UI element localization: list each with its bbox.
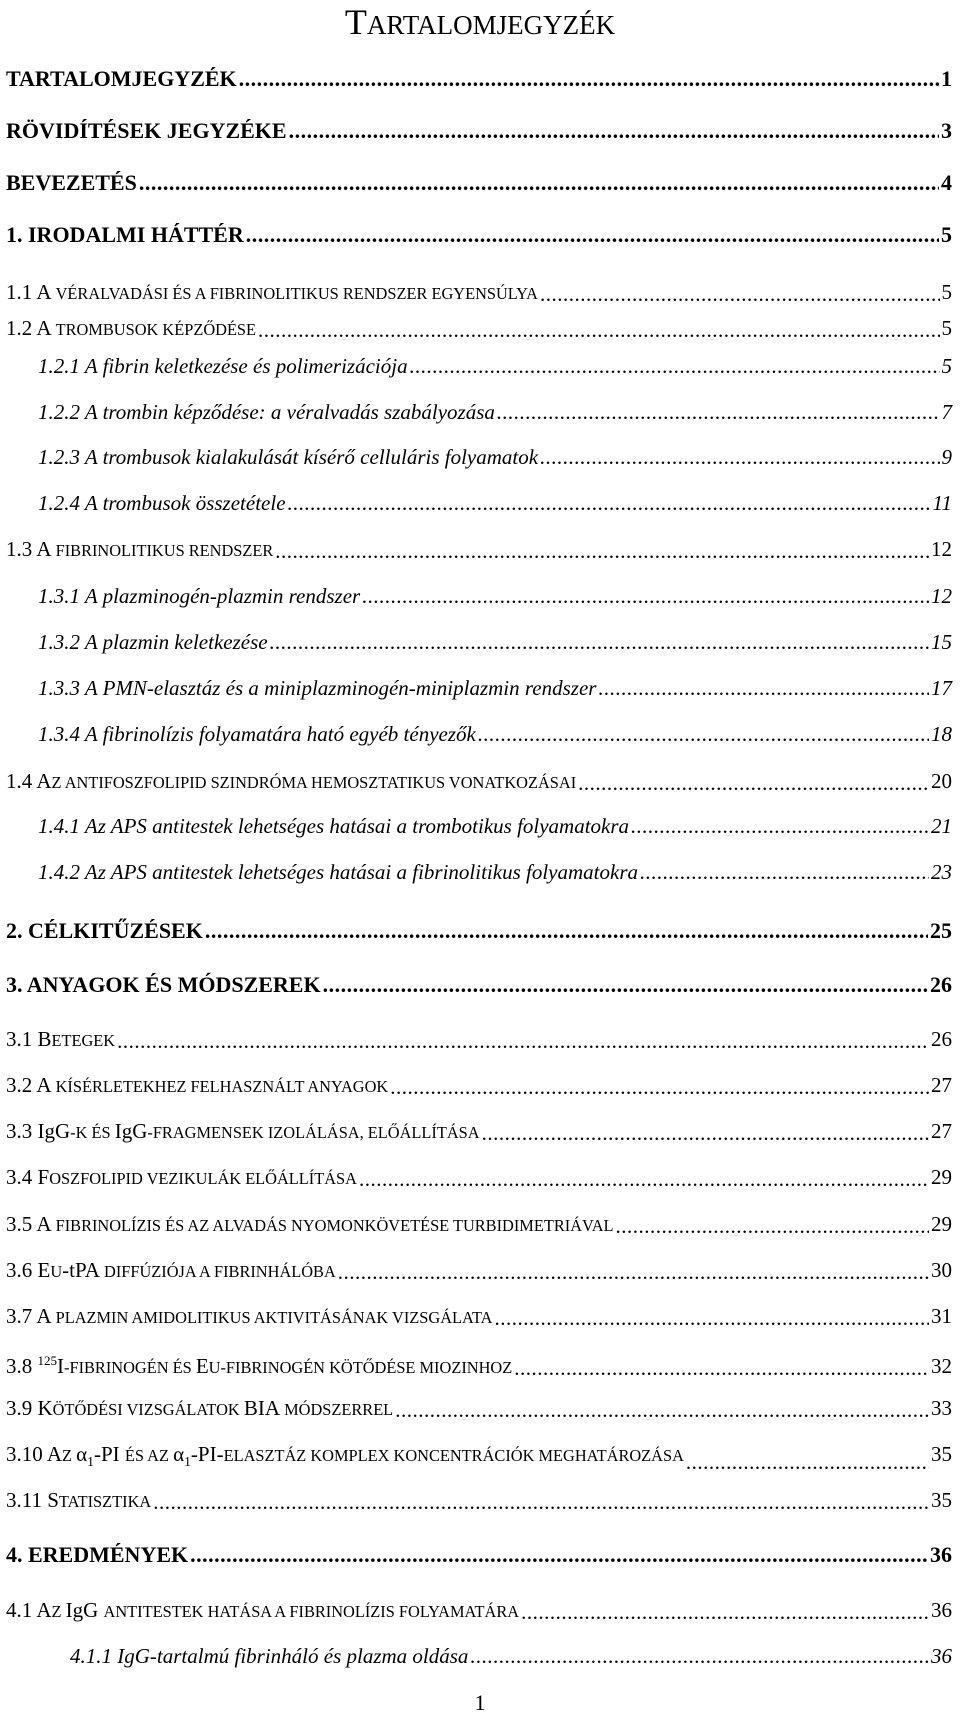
toc-entry-title: [6, 315, 256, 343]
toc-page-number: 29: [931, 1165, 952, 1189]
dot-leader: [470, 1643, 929, 1669]
toc-page-number: 15: [931, 630, 952, 654]
title-fragment: A: [46, 1442, 63, 1466]
toc-page-number: 23: [931, 860, 952, 884]
page-number: 1: [474, 1690, 486, 1715]
toc-page-number: 30: [931, 1258, 952, 1282]
toc-entry-title: 1.2.2 A trombin képződése: a véralvadás szabályozása: [38, 400, 495, 424]
toc-entry[interactable]: [38, 583, 952, 609]
toc-page-number: 25: [930, 918, 952, 943]
dot-leader: [362, 583, 929, 609]
dot-leader: [246, 222, 939, 248]
toc-entry-title: 1.2.3 A trombusok kialakulását kísérő celluláris folyamatok: [38, 445, 539, 469]
title-fragment: Z ANTIFOSZFOLIPID SZINDRÓMA HEMOSZTATIKUS VONATKOZÁSAI: [51, 773, 577, 792]
toc-entry[interactable]: [6, 1303, 952, 1331]
dot-leader: [289, 118, 939, 144]
toc-entry[interactable]: [6, 222, 952, 248]
title-fragment: -FIBRINOGÉN ÉS: [64, 1358, 196, 1377]
title-fragment: ÉS AZ: [124, 1446, 174, 1465]
dot-leader: [359, 1164, 929, 1192]
title-fragment: MÓDSZERREL: [284, 1400, 394, 1419]
dot-leader: [239, 66, 939, 92]
toc-page-number: 1: [941, 66, 952, 91]
dot-leader: [117, 1026, 929, 1054]
title-fragment: ELASZTÁZ KOMPLEX KONCENTRÁCIÓK MEGHATÁROZÁSA: [223, 1446, 684, 1465]
toc-entry[interactable]: [6, 1597, 952, 1625]
title-fragment: KÍSÉRLETEKHEZ FELHASZNÁLT ANYAGOK: [55, 1077, 389, 1096]
dot-leader: [270, 629, 929, 655]
toc-page-number: 27: [931, 1073, 952, 1097]
toc-entry-title: 1.3.1 A plazminogén-plazmin rendszer: [38, 584, 361, 608]
toc-entry-title: 4. EREDMÉNYEK: [6, 1542, 189, 1567]
dot-leader: [395, 1395, 929, 1423]
title-initial: T: [344, 2, 367, 42]
toc-entry-title: [6, 1072, 388, 1100]
toc-page-number: 18: [931, 722, 952, 746]
title-fragment: PLAZMIN AMIDOLITIKUS AKTIVITÁSÁNAK VIZSGÁLATA: [55, 1308, 493, 1327]
title-fragment: U: [50, 1262, 63, 1281]
toc-entry-title: 4.1.1 IgG-tartalmú fibrinháló és plazma oldása: [70, 1644, 469, 1668]
toc-entry[interactable]: [6, 972, 952, 998]
toc-page-number: 9: [941, 445, 952, 469]
toc-page-number: 5: [941, 222, 952, 247]
toc-entry[interactable]: [6, 1487, 952, 1515]
title-fragment: -FRAGMENSEK IZOLÁLÁSA, ELŐÁLLÍTÁSA: [147, 1123, 480, 1142]
toc-entry-title: [6, 1487, 151, 1515]
title-fragment: ANTITESTEK HATÁSA A FIBRINOLÍZIS FOLYAMATÁRA: [103, 1602, 520, 1621]
title-fragment: S: [47, 1488, 59, 1512]
section-number: 1.4: [6, 769, 33, 793]
title-fragment: DIFFÚZIÓJA A FIBRINHÁLÓBA: [104, 1262, 336, 1281]
title-fragment: U: [208, 1358, 221, 1377]
toc-entry-title: [6, 1118, 480, 1146]
dot-leader: [153, 1487, 929, 1515]
toc-page-number: 12: [931, 584, 952, 608]
toc-entry-title: BEVEZETÉS: [6, 170, 137, 195]
toc-entry[interactable]: [38, 813, 952, 839]
dot-leader: [338, 1257, 929, 1285]
toc-entry[interactable]: [38, 675, 952, 701]
title-fragment: IgG: [114, 1119, 148, 1143]
title-fragment: OSZFOLIPID VEZIKULÁK ELŐÁLLÍTÁSA: [49, 1169, 357, 1188]
toc-page-number: 35: [931, 1442, 952, 1466]
toc-entry-title: 1.3.3 A PMN-elasztáz és a miniplazminogén-miniplazmin rendszer: [38, 676, 597, 700]
toc-page-number: 4: [941, 170, 952, 195]
toc-entry[interactable]: [6, 279, 952, 307]
dot-leader: [640, 859, 929, 885]
toc-entry[interactable]: [6, 1542, 952, 1568]
section-number: 3.7: [6, 1304, 33, 1328]
toc-entry-title: 1.4.1 Az APS antitestek lehetséges hatásai a trombotikus folyamatokra: [38, 814, 630, 838]
toc-page-number: 35: [931, 1488, 952, 1512]
toc-entry[interactable]: [6, 1348, 952, 1381]
toc-entry-title: RÖVIDÍTÉSEK JEGYZÉKE: [6, 118, 287, 143]
dot-leader: [323, 972, 928, 998]
toc-entry-title: 1.2.1 A fibrin keletkezése és polimerizációja: [38, 354, 408, 378]
dot-leader: [540, 444, 939, 470]
title-fragment: B: [37, 1027, 52, 1051]
dot-leader: [478, 721, 929, 747]
toc-entry-title: [6, 1257, 336, 1285]
toc-entry-title: [6, 1395, 393, 1423]
toc-entry-title: [6, 1597, 519, 1625]
isotope-superscript: 125: [37, 1353, 58, 1368]
section-number: 1.2: [6, 316, 33, 340]
dot-leader: [288, 490, 931, 516]
toc-entry[interactable]: [6, 118, 952, 144]
toc-entry[interactable]: [6, 1441, 952, 1475]
toc-entry[interactable]: [38, 859, 952, 885]
title-fragment: -FIBRINOGÉN KÖTŐDÉSE MIOZINHOZ: [220, 1358, 513, 1377]
toc-entry-title: [6, 1211, 614, 1239]
toc-page-number: 11: [932, 491, 952, 515]
dot-leader: [190, 1542, 928, 1568]
toc-entry[interactable]: [38, 353, 952, 379]
dot-leader: [410, 353, 940, 379]
section-number: 3.4: [6, 1165, 33, 1189]
title-fragment: -PI: [93, 1442, 125, 1466]
section-number: 3.6: [6, 1258, 33, 1282]
title-fragment: A: [36, 1212, 56, 1236]
toc-entry-title: [6, 1164, 357, 1192]
section-number: 3.1: [6, 1027, 33, 1051]
title-fragment: A: [36, 537, 56, 561]
subscript-text: 1: [87, 1454, 94, 1470]
toc-entry-title: [6, 1303, 493, 1331]
toc-entry[interactable]: [6, 1026, 952, 1054]
dot-leader: [495, 1303, 930, 1331]
section-number: 4.1: [6, 1598, 33, 1622]
toc-page-number: 29: [931, 1212, 952, 1236]
title-fragment: VÉRALVADÁSI ÉS A FIBRINOLITIKUS RENDSZER EGYENSÚLYA: [55, 284, 538, 303]
toc-entry-title: [6, 1348, 512, 1381]
section-number: 3.2: [6, 1073, 33, 1097]
title-fragment: A: [36, 1073, 56, 1097]
title-fragment: E: [195, 1354, 209, 1378]
title-fragment: K: [37, 1396, 53, 1420]
toc-page-number: 21: [931, 814, 952, 838]
toc-entry-title: [6, 536, 273, 564]
title-fragment: -K ÉS: [70, 1123, 115, 1142]
toc-entry-title: [6, 1441, 684, 1475]
title-fragment: TATISZTIKA: [58, 1492, 152, 1511]
toc-page-number: 5: [941, 354, 952, 378]
title-fragment: -PI-: [190, 1442, 224, 1466]
dot-leader: [205, 918, 928, 944]
title-fragment: α: [173, 1442, 185, 1466]
toc-entry[interactable]: [6, 1164, 952, 1192]
dot-leader: [578, 768, 929, 796]
toc-page-number: 27: [931, 1119, 952, 1143]
section-number: 1.1: [6, 280, 33, 304]
toc-page-number: 36: [930, 1542, 952, 1567]
toc-entry-title: [6, 1026, 115, 1054]
toc-page-number: 31: [931, 1304, 952, 1328]
title-fragment: BIA: [243, 1396, 285, 1420]
dot-leader: [514, 1348, 929, 1381]
toc-entry[interactable]: [6, 768, 952, 796]
toc-page-number: 26: [931, 1027, 952, 1051]
toc-entry-title: 1.3.2 A plazmin keletkezése: [38, 630, 268, 654]
toc-entry[interactable]: [6, 170, 952, 196]
toc-page-number: 12: [931, 537, 952, 561]
toc-entry[interactable]: [38, 490, 952, 516]
title-fragment: A: [36, 1304, 56, 1328]
title-fragment: IgG: [65, 1598, 104, 1622]
toc-page-number: 33: [931, 1396, 952, 1420]
toc-entry[interactable]: [6, 66, 952, 92]
dot-leader: [390, 1072, 929, 1100]
section-number: 3.3: [6, 1119, 33, 1143]
toc-page-number: 7: [941, 400, 952, 424]
toc-entry[interactable]: [6, 1118, 952, 1146]
toc-entry-title: 1.2.4 A trombusok összetétele: [38, 491, 286, 515]
toc-page-number: 5: [941, 280, 952, 304]
title-fragment: α: [76, 1442, 88, 1466]
title-fragment: A: [36, 769, 52, 793]
title-fragment: -tPA: [62, 1258, 104, 1282]
toc-entry-title: 1.4.2 Az APS antitestek lehetséges hatásai a fibrinolitikus folyamatokra: [38, 860, 638, 884]
section-number: 1.3: [6, 537, 33, 561]
dot-leader: [482, 1118, 929, 1146]
toc-entry-title: 1.3.4 A fibrinolízis folyamatára ható egyéb tényezők: [38, 722, 476, 746]
toc-page-number: 17: [931, 676, 952, 700]
toc-entry[interactable]: [6, 315, 952, 343]
dot-leader: [598, 675, 929, 701]
section-number: 3.8: [6, 1354, 33, 1378]
toc-entry-title: [6, 279, 538, 307]
toc-page-number: 5: [941, 316, 952, 340]
toc-entry[interactable]: [6, 918, 952, 944]
title-fragment: A: [36, 1598, 52, 1622]
title-fragment: E: [37, 1258, 51, 1282]
toc-entry[interactable]: [38, 629, 952, 655]
toc-entry[interactable]: [38, 399, 952, 425]
toc-entry[interactable]: [38, 721, 952, 747]
dot-leader: [258, 315, 939, 343]
toc-entry[interactable]: [70, 1643, 952, 1669]
section-number: 3.10: [6, 1442, 43, 1466]
toc-entry-title: TARTALOMJEGYZÉK: [6, 66, 237, 91]
toc-entry-title: 1. IRODALMI HÁTTÉR: [6, 222, 244, 247]
dot-leader: [616, 1211, 929, 1239]
dot-leader: [540, 279, 940, 307]
toc-entry-title: 2. CÉLKITŰZÉSEK: [6, 918, 203, 943]
dot-leader: [275, 536, 929, 564]
title-fragment: Z: [51, 1602, 66, 1621]
title-fragment: I: [57, 1354, 65, 1378]
dot-leader: [686, 1441, 929, 1475]
title-fragment: A: [36, 280, 56, 304]
toc-page-number: 36: [931, 1598, 952, 1622]
toc-page-number: 26: [930, 972, 952, 997]
section-number: 3.5: [6, 1212, 33, 1236]
section-number: 3.11: [6, 1488, 42, 1512]
dot-leader: [521, 1597, 929, 1625]
title-fragment: A: [36, 316, 56, 340]
title-fragment: IgG: [37, 1119, 71, 1143]
title-fragment: ETEGEK: [51, 1031, 116, 1050]
toc-entry-title: [6, 768, 576, 796]
toc-entry[interactable]: [6, 536, 952, 564]
toc-entry[interactable]: [6, 1257, 952, 1285]
toc-entry[interactable]: [38, 444, 952, 470]
title-fragment: TROMBUSOK KÉPZŐDÉSE: [55, 320, 257, 339]
dot-leader: [497, 399, 940, 425]
toc-entry[interactable]: [6, 1395, 952, 1423]
title-fragment: ÖTŐDÉSI VIZSGÁLATOK: [52, 1400, 244, 1419]
toc-entry[interactable]: [6, 1211, 952, 1239]
section-number: 3.9: [6, 1396, 33, 1420]
title-fragment: F: [37, 1165, 50, 1189]
toc-page-number: 32: [931, 1354, 952, 1378]
title-fragment: Z: [62, 1446, 77, 1465]
toc-page-number: 36: [931, 1644, 952, 1668]
dot-leader: [631, 813, 929, 839]
toc-entry[interactable]: [6, 1072, 952, 1100]
title-fragment: FIBRINOLITIKUS RENDSZER: [55, 541, 274, 560]
subscript-text: 1: [184, 1454, 191, 1470]
title-rest: ARTALOMJEGYZÉK: [366, 10, 616, 40]
toc-page-number: 20: [931, 769, 952, 793]
dot-leader: [139, 170, 939, 196]
toc-page-number: 3: [941, 118, 952, 143]
title-fragment: FIBRINOLÍZIS ÉS AZ ALVADÁS NYOMONKÖVETÉSE TURBIDIMETRIÁVAL: [55, 1216, 614, 1235]
toc-entry-title: 3. ANYAGOK ÉS MÓDSZEREK: [6, 972, 321, 997]
